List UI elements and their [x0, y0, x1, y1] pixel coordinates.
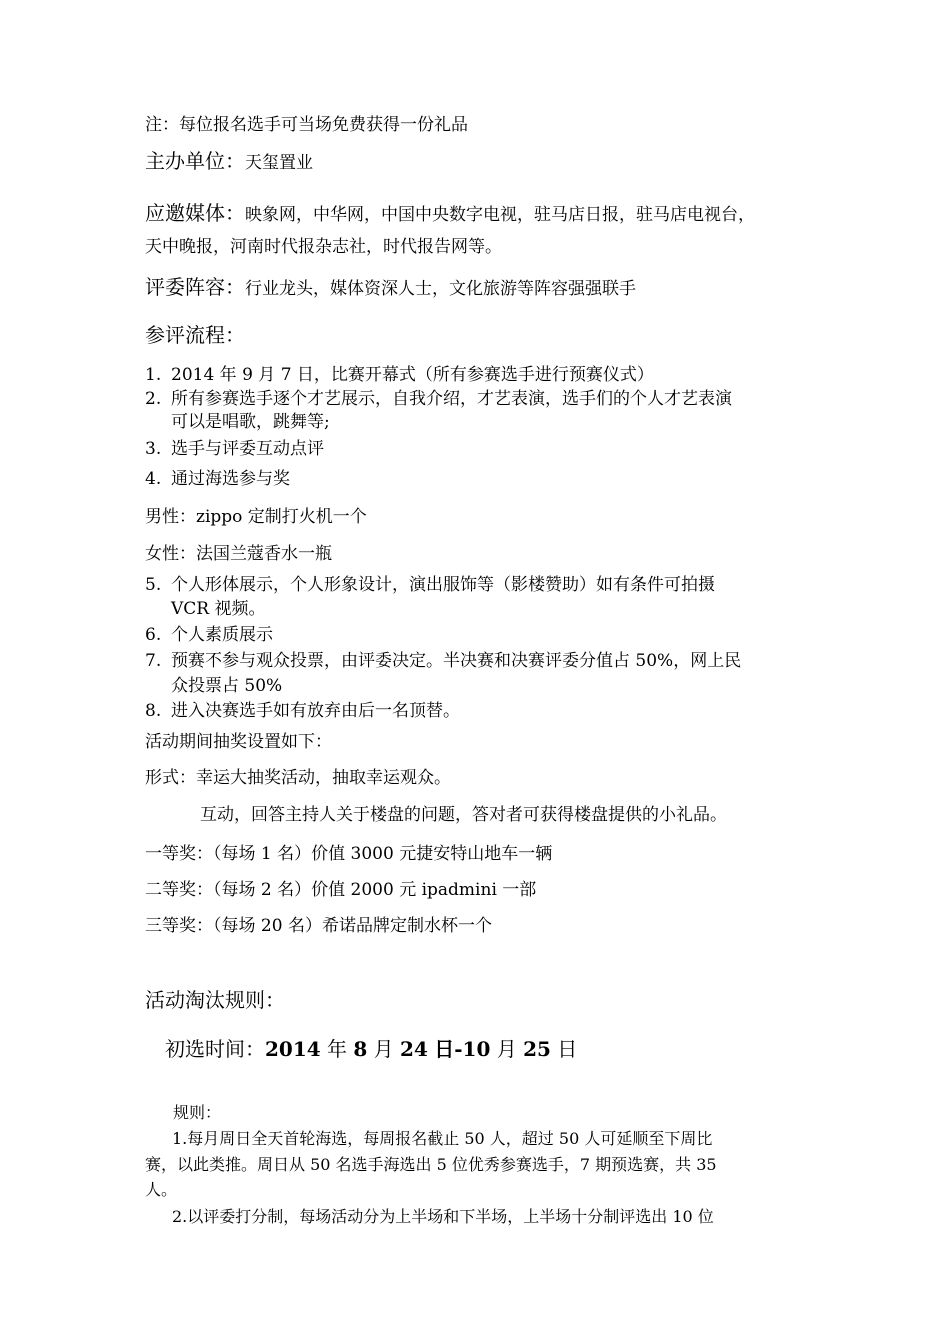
rules-label: 规则：: [173, 1103, 222, 1122]
organizer-label: 主办单位：: [145, 149, 245, 173]
process-item-4: 4. 通过海选参与奖: [145, 469, 290, 489]
media-line-1: [145, 202, 755, 226]
process-item-6: 6. 个人素质展示: [145, 625, 273, 645]
selection-period: 初选时间：2014 年 8 月 24 日-10 月 25 日: [165, 1037, 578, 1061]
prize-note: 注：每位报名选手可当场免费获得一份礼品: [145, 115, 468, 135]
female-prize: 女性：法国兰蔻香水一瓶: [145, 544, 332, 564]
second-prize: 二等奖：（每场 2 名）价值 2000 元 ipadmini 一部: [145, 880, 537, 900]
process-item-5-cont: VCR 视频。: [171, 599, 266, 619]
rule-1-line-1: 1.每月周日全天首轮海选，每周报名截止 50 人，超过 50 人可延顺至下周比: [172, 1129, 713, 1148]
lottery-interaction: 互动，回答主持人关于楼盘的问题，答对者可获得楼盘提供的小礼品。: [200, 805, 727, 825]
judges-value: 行业龙头，媒体资深人士，文化旅游等阵容强强联手: [245, 279, 636, 299]
process-item-1: 1. 2014 年 9 月 7 日，比赛开幕式（所有参赛选手进行预赛仪式）: [145, 365, 654, 385]
process-item-3: 3. 选手与评委互动点评: [145, 439, 324, 459]
organizer-value: 天玺置业: [245, 153, 313, 173]
media-label: 应邀媒体：: [145, 201, 245, 225]
process-item-2-cont: 可以是唱歌，跳舞等;: [171, 412, 330, 432]
process-item-8: 8. 进入决赛选手如有放弃由后一名顶替。: [145, 701, 460, 721]
media-value-2: 天中晚报，河南时代报杂志社，时代报告网等。: [145, 237, 502, 257]
process-item-7-cont: 众投票占 50%: [171, 676, 283, 696]
organizer-line: [145, 150, 313, 174]
process-heading: 参评流程：: [145, 323, 245, 347]
process-item-7: 7. 预赛不参与观众投票，由评委决定。半决赛和决赛评委分值占 50%，网上民: [145, 651, 742, 671]
lottery-form: 形式：幸运大抽奖活动，抽取幸运观众。: [145, 768, 451, 788]
male-prize: 男性：zippo 定制打火机一个: [145, 507, 367, 527]
media-value-1: 映象网，中华网，中国中央数字电视，驻马店日报，驻马店电视台，: [245, 205, 755, 225]
selection-period-label: 初选时间：: [165, 1037, 265, 1061]
rule-1-line-2: 赛，以此类推。周日从 50 名选手海选出 5 位优秀参赛选手，7 期预选赛，共 35: [145, 1155, 717, 1174]
third-prize: 三等奖：（每场 20 名）希诺品牌定制水杯一个: [145, 916, 492, 936]
lottery-intro: 活动期间抽奖设置如下：: [145, 732, 332, 752]
elimination-heading: 活动淘汰规则：: [145, 988, 285, 1012]
rule-1-line-3: 人。: [145, 1180, 178, 1199]
process-item-2: 2. 所有参赛选手逐个才艺展示，自我介绍，才艺表演，选手们的个人才艺表演: [145, 389, 732, 409]
first-prize: 一等奖：（每场 1 名）价值 3000 元捷安特山地车一辆: [145, 844, 553, 864]
process-item-5: 5. 个人形体展示，个人形象设计，演出服饰等（影楼赞助）如有条件可拍摄: [145, 575, 715, 595]
rule-2-line-1: 2.以评委打分制，每场活动分为上半场和下半场，上半场十分制评选出 10 位: [172, 1207, 714, 1226]
judges-label: 评委阵容：: [145, 275, 245, 299]
judges-line: [145, 276, 636, 300]
